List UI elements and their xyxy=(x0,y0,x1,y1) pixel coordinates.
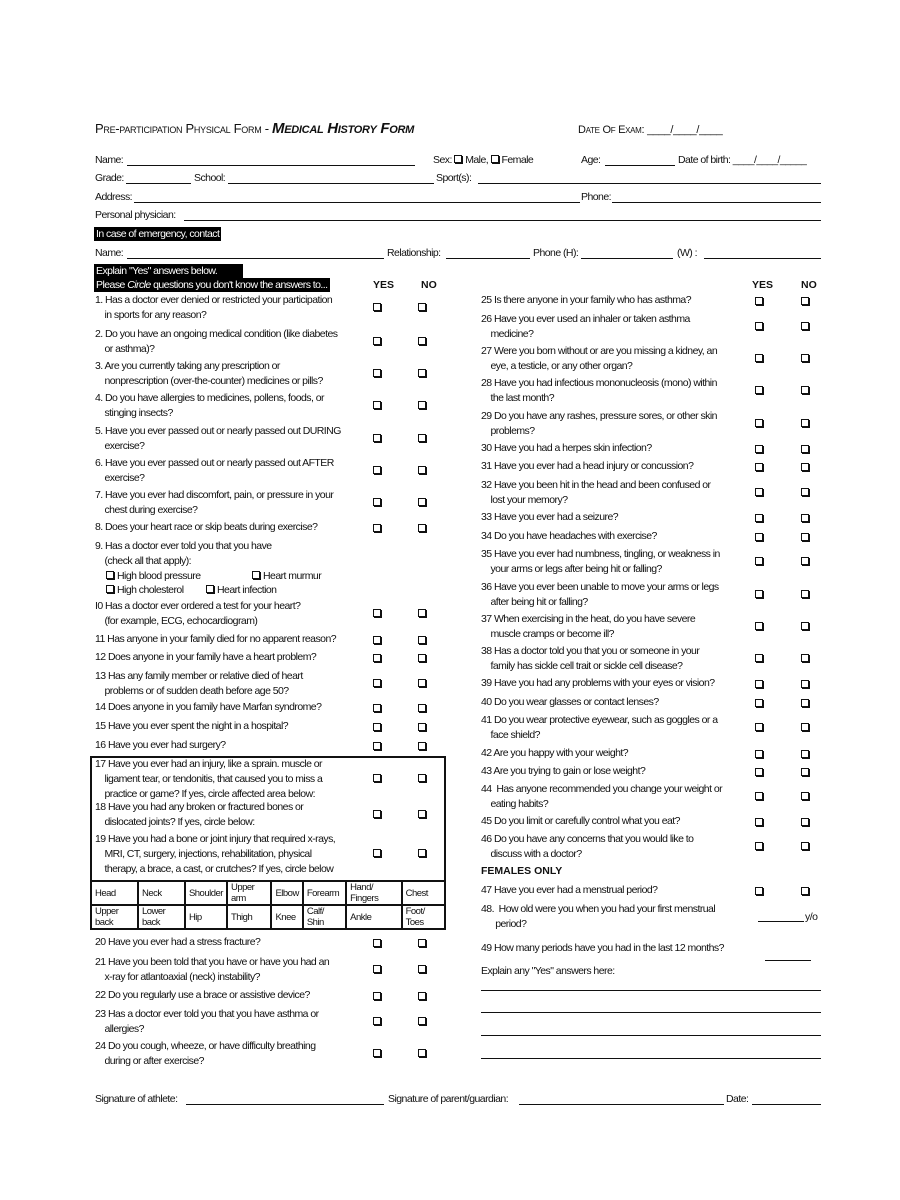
no-checkbox[interactable] xyxy=(418,939,426,947)
no-checkbox[interactable] xyxy=(801,842,809,850)
injury-box xyxy=(90,756,446,882)
no-checkbox[interactable] xyxy=(418,434,426,442)
phone-field[interactable] xyxy=(612,202,821,203)
yes-checkbox[interactable] xyxy=(373,723,381,731)
question: 39 Have you had any problems with your eyes or vision? xyxy=(481,677,715,689)
yes-checkbox[interactable] xyxy=(755,680,763,688)
dob-blank: ____/____/_____ xyxy=(732,154,807,166)
no-checkbox[interactable] xyxy=(418,369,426,377)
body-part-cell[interactable]: Calf/ Shin xyxy=(303,905,346,929)
yes-checkbox[interactable] xyxy=(755,622,763,630)
no-checkbox[interactable] xyxy=(418,498,426,506)
sex-field xyxy=(433,153,533,167)
no-checkbox[interactable] xyxy=(801,488,809,496)
yes-checkbox[interactable] xyxy=(755,533,763,541)
phone-label: Phone: xyxy=(581,191,611,203)
no-checkbox[interactable] xyxy=(801,419,809,427)
no-checkbox[interactable] xyxy=(801,386,809,394)
explain-line[interactable] xyxy=(481,1058,821,1059)
yes-checkbox[interactable] xyxy=(755,445,763,453)
yes-checkbox[interactable] xyxy=(373,939,381,947)
question: 1. Has a doctor ever denied or restricted your participation in sports for any reason? xyxy=(95,294,333,321)
yes-checkbox[interactable] xyxy=(755,514,763,522)
question: 45 Do you limit or carefully control what you eat? xyxy=(481,815,680,827)
body-part-cell[interactable]: Knee xyxy=(271,905,302,929)
emergency-name-label: Name: xyxy=(95,247,124,259)
title-plain: Pre-participation Physical Form - xyxy=(95,121,269,136)
question: 22 Do you regularly use a brace or assistive device? xyxy=(95,989,310,1001)
body-part-cell[interactable]: Hip xyxy=(185,905,227,929)
title-bold: Medical History Form xyxy=(272,120,415,137)
question: 30 Have you had a herpes skin infection? xyxy=(481,442,652,454)
date-of-exam-label: Date Of Exam: xyxy=(578,124,645,136)
yes-checkbox[interactable] xyxy=(373,654,381,662)
yes-checkbox[interactable] xyxy=(755,297,763,305)
no-checkbox[interactable] xyxy=(801,723,809,731)
q9-option[interactable] xyxy=(252,569,321,583)
yes-checkbox[interactable] xyxy=(373,992,381,1000)
no-checkbox[interactable] xyxy=(801,514,809,522)
date-of-exam[interactable] xyxy=(578,124,722,136)
question: 17 Have you ever had an injury, like a sprain. muscle or ligament tear, or tendonitis, that caused you to miss a practice or game? If yes, circle affected area below: xyxy=(95,758,323,800)
yes-checkbox[interactable] xyxy=(755,792,763,800)
age-field[interactable] xyxy=(605,165,675,166)
question: 8. Does your heart race or skip beats during exercise? xyxy=(95,521,318,533)
question: 15 Have you ever spent the night in a hospital? xyxy=(95,720,289,732)
no-checkbox[interactable] xyxy=(418,609,426,617)
question: 20 Have you ever had a stress fracture? xyxy=(95,936,261,948)
question: 32 Have you been hit in the head and been confused or lost your memory? xyxy=(481,479,711,506)
explain-instruction: Explain "Yes" answers below. xyxy=(94,264,243,278)
no-checkbox[interactable] xyxy=(418,1049,426,1057)
body-part-cell[interactable]: Shoulder xyxy=(185,881,227,905)
question: 26 Have you ever used an inhaler or taken asthma medicine? xyxy=(481,313,690,340)
school-field[interactable] xyxy=(228,183,434,184)
question: 34 Do you have headaches with exercise? xyxy=(481,530,657,542)
yes-checkbox[interactable] xyxy=(755,750,763,758)
phone-w-label: (W) : xyxy=(677,247,697,259)
instr-b: Circle xyxy=(127,279,151,291)
body-part-cell[interactable]: Foot/ Toes xyxy=(402,905,445,929)
yes-checkbox[interactable] xyxy=(755,818,763,826)
no-checkbox[interactable] xyxy=(418,704,426,712)
emergency-name-field[interactable] xyxy=(127,258,384,259)
no-checkbox[interactable] xyxy=(801,590,809,598)
instr-a: Please xyxy=(96,279,128,291)
question-9: 9. Has a doctor ever told you that you have (check all that apply): xyxy=(95,540,272,567)
question: 7. Have you ever had discomfort, pain, or pressure in your chest during exercise? xyxy=(95,489,334,516)
question: 27 Were you born without or are you missing a kidney, an eye, a testicle, or any other organ? xyxy=(481,345,718,372)
no-checkbox[interactable] xyxy=(418,654,426,662)
yes-checkbox[interactable] xyxy=(373,498,381,506)
yes-checkbox[interactable] xyxy=(755,463,763,471)
body-part-cell[interactable]: Head xyxy=(91,881,138,905)
no-checkbox[interactable] xyxy=(418,337,426,345)
male-label: Male, xyxy=(465,154,489,166)
question: 3. Are you currently taking any prescription or nonprescription (over-the-counter) medicines or pills? xyxy=(95,360,323,387)
no-checkbox[interactable] xyxy=(418,524,426,532)
no-checkbox[interactable] xyxy=(801,445,809,453)
question: 14 Does anyone in you family have Marfan syndrome? xyxy=(95,701,322,713)
yes-checkbox[interactable] xyxy=(755,590,763,598)
yes-checkbox[interactable] xyxy=(755,654,763,662)
body-part-cell[interactable]: Upper back xyxy=(91,905,138,929)
yes-checkbox[interactable] xyxy=(373,704,381,712)
q49-field[interactable] xyxy=(765,960,811,961)
explain-line[interactable] xyxy=(481,1035,821,1036)
yes-checkbox[interactable] xyxy=(755,386,763,394)
no-checkbox[interactable] xyxy=(418,965,426,973)
q9-option[interactable] xyxy=(106,583,184,597)
physician-field[interactable] xyxy=(184,220,821,221)
phone-h-label: Phone (H): xyxy=(533,247,579,259)
explain-label: Explain any "Yes" answers here: xyxy=(481,965,615,977)
question: I0 Has a doctor ever ordered a test for your heart? (for example, ECG, echocardiogram) xyxy=(95,600,301,627)
relationship-label: Relationship: xyxy=(387,247,441,259)
question: 43 Are you trying to gain or lose weight? xyxy=(481,765,646,777)
phone-w-field[interactable] xyxy=(704,258,821,259)
body-parts-row xyxy=(91,905,445,929)
dob-label: Date of birth: xyxy=(678,154,731,166)
question: 31 Have you ever had a head injury or concussion? xyxy=(481,460,694,472)
question-48: 48. How old were you when you had your first menstrual period? xyxy=(481,903,716,930)
body-part-cell[interactable]: Lower back xyxy=(138,905,185,929)
parent-signature-field[interactable] xyxy=(519,1104,724,1105)
q48-field[interactable] xyxy=(758,921,804,922)
yes-header-right: YES xyxy=(752,279,774,291)
yes-checkbox[interactable] xyxy=(373,742,381,750)
body-parts-row xyxy=(91,881,445,905)
checkbox[interactable] xyxy=(206,585,214,593)
question: 12 Does anyone in your family have a heart problem? xyxy=(95,651,317,663)
no-header-left: NO xyxy=(421,279,437,291)
yes-checkbox[interactable] xyxy=(373,965,381,973)
female-label: Female xyxy=(501,154,534,166)
circle-instruction xyxy=(94,278,330,292)
females-only-heading: FEMALES ONLY xyxy=(481,865,563,877)
body-part-cell[interactable]: Elbow xyxy=(271,881,302,905)
checkbox[interactable] xyxy=(252,571,260,579)
question: 23 Has a doctor ever told you that you have asthma or allergies? xyxy=(95,1008,319,1035)
yes-checkbox[interactable] xyxy=(373,636,381,644)
question: 35 Have you ever had numbness, tingling, or weakness in your arms or legs after being hit or falling? xyxy=(481,548,720,575)
sports-label: Sport(s): xyxy=(436,172,472,184)
athlete-signature-label: Signature of athlete: xyxy=(95,1093,178,1105)
name-field[interactable] xyxy=(127,165,415,166)
grade-field[interactable] xyxy=(126,183,191,184)
body-part-cell[interactable]: Upper arm xyxy=(227,881,271,905)
question: 44 Has anyone recommended you change your weight or eating habits? xyxy=(481,783,723,810)
no-checkbox[interactable] xyxy=(801,463,809,471)
question: 36 Have you ever been unable to move your arms or legs after being hit or falling? xyxy=(481,581,719,608)
phone-h-field[interactable] xyxy=(581,258,673,259)
yes-checkbox[interactable] xyxy=(373,524,381,532)
yes-checkbox[interactable] xyxy=(755,488,763,496)
question: 21 Have you been told that you have or have you had an x-ray for atlantoaxial (neck) instability? xyxy=(95,956,330,983)
yes-checkbox[interactable] xyxy=(755,322,763,330)
body-part-cell[interactable]: Thigh xyxy=(227,905,271,929)
q9-option[interactable] xyxy=(106,569,201,583)
yes-checkbox[interactable] xyxy=(755,699,763,707)
no-checkbox[interactable] xyxy=(418,742,426,750)
sports-field[interactable] xyxy=(478,183,821,184)
yes-checkbox[interactable] xyxy=(755,768,763,776)
date-of-exam-blank: ____/____/____ xyxy=(647,124,723,136)
date-field[interactable] xyxy=(752,1104,821,1105)
no-checkbox[interactable] xyxy=(801,297,809,305)
question: 40 Do you wear glasses or contact lenses? xyxy=(481,696,659,708)
yes-checkbox[interactable] xyxy=(755,419,763,427)
question: 18 Have you had any broken or fractured bones or dislocated joints? If yes, circle below: xyxy=(95,801,304,828)
no-checkbox[interactable] xyxy=(801,557,809,565)
yes-checkbox[interactable] xyxy=(755,354,763,362)
no-checkbox[interactable] xyxy=(418,723,426,731)
page-title xyxy=(95,120,414,137)
male-checkbox[interactable] xyxy=(454,155,462,163)
no-checkbox[interactable] xyxy=(801,354,809,362)
yes-checkbox[interactable] xyxy=(373,466,381,474)
question: 2. Do you have an ongoing medical condition (like diabetes or asthma)? xyxy=(95,328,338,355)
q9-option-label: High cholesterol xyxy=(117,584,184,596)
date-label: Date: xyxy=(726,1093,749,1105)
yes-checkbox[interactable] xyxy=(755,723,763,731)
no-checkbox[interactable] xyxy=(418,679,426,687)
question: 33 Have you ever had a seizure? xyxy=(481,511,619,523)
q48-suffix: y/o xyxy=(805,911,818,923)
no-checkbox[interactable] xyxy=(418,303,426,311)
no-checkbox[interactable] xyxy=(801,680,809,688)
parent-signature-label: Signature of parent/guardian: xyxy=(388,1093,509,1105)
yes-header-left: YES xyxy=(373,279,395,291)
no-checkbox[interactable] xyxy=(801,887,809,895)
no-checkbox[interactable] xyxy=(801,818,809,826)
dob-field[interactable] xyxy=(678,153,806,167)
question: 41 Do you wear protective eyewear, such as goggles or a face shield? xyxy=(481,714,718,741)
address-field[interactable] xyxy=(134,202,580,203)
age-label: Age: xyxy=(581,154,601,166)
yes-checkbox[interactable] xyxy=(373,679,381,687)
yes-checkbox[interactable] xyxy=(755,842,763,850)
yes-checkbox[interactable] xyxy=(373,401,381,409)
explain-line[interactable] xyxy=(481,990,821,991)
body-part-cell[interactable]: Neck xyxy=(138,881,185,905)
body-part-cell[interactable]: Forearm xyxy=(303,881,346,905)
question: 47 Have you ever had a menstrual period? xyxy=(481,884,658,896)
yes-checkbox[interactable] xyxy=(373,1017,381,1025)
no-checkbox[interactable] xyxy=(418,636,426,644)
yes-checkbox[interactable] xyxy=(373,434,381,442)
no-checkbox[interactable] xyxy=(801,768,809,776)
q9-option[interactable] xyxy=(206,583,276,597)
no-checkbox[interactable] xyxy=(801,792,809,800)
yes-checkbox[interactable] xyxy=(373,337,381,345)
body-part-cell[interactable]: Hand/ Fingers xyxy=(346,881,401,905)
q9-option-label: High blood pressure xyxy=(117,570,201,582)
school-label: School: xyxy=(194,172,226,184)
checkbox[interactable] xyxy=(106,571,114,579)
yes-checkbox[interactable] xyxy=(373,303,381,311)
question: 29 Do you have any rashes, pressure sores, or other skin problems? xyxy=(481,410,717,437)
q9-option-label: Heart murmur xyxy=(263,570,322,582)
female-checkbox[interactable] xyxy=(491,155,499,163)
yes-checkbox[interactable] xyxy=(755,557,763,565)
checkbox[interactable] xyxy=(106,585,114,593)
yes-checkbox[interactable] xyxy=(373,609,381,617)
no-checkbox[interactable] xyxy=(801,654,809,662)
yes-checkbox[interactable] xyxy=(373,369,381,377)
yes-checkbox[interactable] xyxy=(373,1049,381,1057)
question: 19 Have you had a bone or joint injury that required x-rays, MRI, CT, surgery, injections, rehabilitation, physical therapy, a brace, a cast, or crutches? If yes, circle below xyxy=(95,833,336,875)
yes-checkbox[interactable] xyxy=(755,887,763,895)
sex-label: Sex: xyxy=(433,154,452,166)
question: 28 Have you had infectious mononucleosis (mono) within the last month? xyxy=(481,377,717,404)
question: 38 Has a doctor told you that you or someone in your family has sickle cell trait or sickle cell disease? xyxy=(481,645,700,672)
no-checkbox[interactable] xyxy=(801,533,809,541)
question: 13 Has any family member or relative died of heart problems or of sudden death before age 50? xyxy=(95,670,303,697)
address-label: Address: xyxy=(95,191,133,203)
question: 24 Do you cough, wheeze, or have difficulty breathing during or after exercise? xyxy=(95,1040,316,1067)
no-checkbox[interactable] xyxy=(801,750,809,758)
no-checkbox[interactable] xyxy=(801,699,809,707)
question: 37 When exercising in the heat, do you have severe muscle cramps or become ill? xyxy=(481,613,696,640)
athlete-signature-field[interactable] xyxy=(186,1104,384,1105)
question: 25 Is there anyone in your family who has asthma? xyxy=(481,294,692,306)
relationship-field[interactable] xyxy=(446,258,530,259)
question: 4. Do you have allergies to medicines, pollens, foods, or stinging insects? xyxy=(95,392,324,419)
body-parts-table xyxy=(90,880,446,930)
question: 16 Have you ever had surgery? xyxy=(95,739,226,751)
question-49: 49 How many periods have you had in the last 12 months? xyxy=(481,942,724,954)
no-header-right: NO xyxy=(801,279,817,291)
no-checkbox[interactable] xyxy=(418,401,426,409)
name-label: Name: xyxy=(95,154,124,166)
question: 5. Have you ever passed out or nearly passed out DURING exercise? xyxy=(95,425,341,452)
physician-label: Personal physician: xyxy=(95,209,176,221)
body-part-cell[interactable]: Chest xyxy=(402,881,445,905)
question: 42 Are you happy with your weight? xyxy=(481,747,629,759)
no-checkbox[interactable] xyxy=(801,622,809,630)
no-checkbox[interactable] xyxy=(418,466,426,474)
instr-c: questions you don't know the answers to... xyxy=(150,279,328,291)
body-part-cell[interactable]: Ankle xyxy=(346,905,401,929)
question: 46 Do you have any concerns that you would like to discuss with a doctor? xyxy=(481,833,694,860)
question: 11 Has anyone in your family died for no apparent reason? xyxy=(95,633,337,645)
no-checkbox[interactable] xyxy=(418,992,426,1000)
q9-option-label: Heart infection xyxy=(217,584,277,596)
grade-label: Grade: xyxy=(95,172,124,184)
no-checkbox[interactable] xyxy=(418,1017,426,1025)
explain-line[interactable] xyxy=(481,1012,821,1013)
emergency-heading: In case of emergency, contact xyxy=(96,228,220,240)
no-checkbox[interactable] xyxy=(801,322,809,330)
question: 6. Have you ever passed out or nearly passed out AFTER exercise? xyxy=(95,457,334,484)
